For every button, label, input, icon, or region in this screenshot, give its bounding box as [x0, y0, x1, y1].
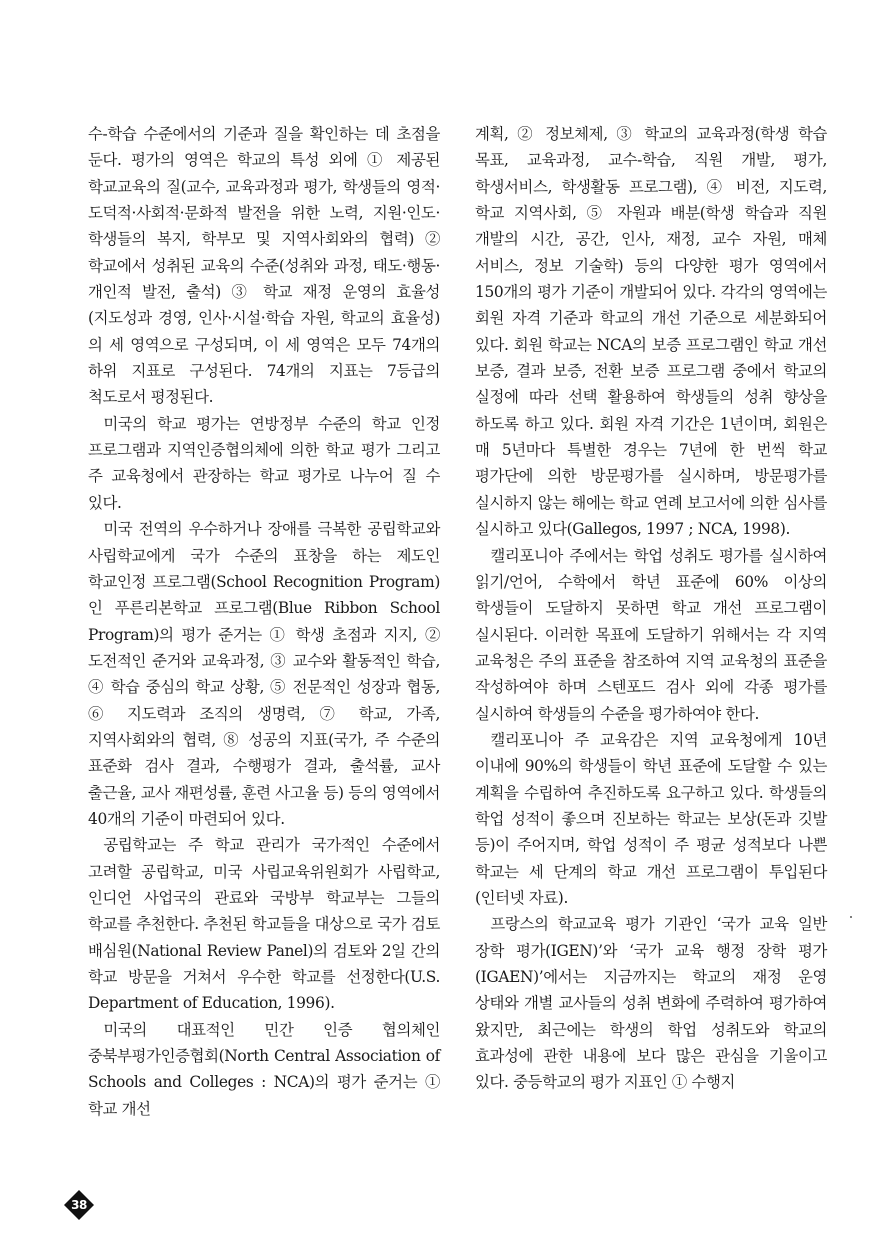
left-column: [88, 121, 440, 1122]
right-paragraph-3: 캘리포니아 주 교육감은 지역 교육청에게 10년 이내에 90%의 학생들이 학년 표준에 도달할 수 있는 계획을 수립하여 추진하도록 요구하고 있다. 학생들의 학업 성적이 좋으며 진보하는 학교는 보상(돈과 깃발 등)이 주어지며, 학업 성적이 주 평균 성적보다 나쁜 학교는 세 단계의 학교 개선 프로그램이 투입된다(인터넷 자료).: [475, 730, 827, 907]
right-column: [475, 121, 827, 1096]
left-paragraph-5: 미국의 대표적인 민간 인증 협의체인 중북부평가인증협회(North Central Association of Schools and Colleges : NCA)의 평가 준거는 ① 학교 개선: [88, 1020, 440, 1118]
right-paragraph-4: 프랑스의 학교교육 평가 기관인 ‘국가 교육 일반 장학 평가(IGEN)’와 ‘국가 교육 행정 장학 평가(IGAEN)’에서는 지금까지는 학교의 재정 운영 상태와 개별 교사들의 성취 변화에 주력하여 평가하여 왔지만, 최근에는 학생의 학업 성취도와 학교의 효과성에 관한 내용에 보다 많은 관심을 기울이고 있다. 중등학교의 평가 지표인 ① 수행지: [475, 915, 827, 1092]
scan-speck: [850, 916, 852, 918]
page-number-badge: [64, 1190, 94, 1220]
page-number: 38: [71, 1198, 87, 1212]
left-paragraph-3: 미국 전역의 우수하거나 장애를 극복한 공립학교와 사립학교에게 국가 수준의 표창을 하는 제도인 학교인정 프로그램(School Recognition Program)인 푸른리본학교 프로그램(Blue Ribbon School Program)의 평가 준거는 ① 학생 초점과 지지, ② 도전적인 준거와 교육과정, ③ 교수와 활동적인 학습, ④ 학습 중심의 학교 상황, ⑤ 전문적인 성장과 협동, ⑥ 지도력과 조직의 생명력, ⑦ 학교, 가족, 지역사회와의 협력, ⑧ 성공의 지표(국가, 주 수준의 표준화 검사 결과, 수행평가 결과, 출석률, 교사 출근율, 교사 재편성률, 훈련 사고율 등) 등의 영역에서 40개의 기준이 마련되어 있다.: [88, 520, 440, 828]
right-paragraph-2: 캘리포니아 주에서는 학업 성취도 평가를 실시하여 읽기/언어, 수학에서 학년 표준에 60% 이상의 학생들이 도달하지 못하면 학교 개선 프로그램이 실시된다. 이러한 목표에 도달하기 위해서는 각 지역 교육청은 주의 표준을 참조하여 지역 교육청의 표준을 작성하여야 하며 스텐포드 검사 외에 각종 평가를 실시하여 학생들의 수준을 평가하여야 한다.: [475, 546, 827, 723]
left-paragraph-4: 공립학교는 주 학교 관리가 국가적인 수준에서 고려할 공립학교, 미국 사립교육위원회가 사립학교, 인디언 사업국의 관료와 국방부 학교부는 그들의 학교를 추천한다. 추천된 학교들을 대상으로 국가 검토 배심원(National Review Panel)의 검토와 2일 간의 학교 방문을 거쳐서 우수한 학교를 선정한다(U.S. Department of Education, 1996).: [88, 836, 440, 1013]
left-paragraph-1: 수-학습 수준에서의 기준과 질을 확인하는 데 초점을 둔다. 평가의 영역은 학교의 특성 외에 ① 제공된 학교교육의 질(교수, 교육과정과 평가, 학생들의 영적·도덕적·사회적·문화적 발전을 위한 노력, 지원·인도·학생들의 복지, 학부모 및 지역사회와의 협력) ② 학교에서 성취된 교육의 수준(성취와 과정, 태도·행동·개인적 발전, 출석) ③ 학교 재정 운영의 효율성(지도성과 경영, 인사·시설·학습 자원, 학교의 효율성)의 세 영역으로 구성되며, 이 세 영역은 모두 74개의 하위 지표로 구성된다. 74개의 지표는 7등급의 척도로서 평정된다.: [88, 125, 440, 407]
left-paragraph-2: 미국의 학교 평가는 연방정부 수준의 학교 인정 프로그램과 지역인증협의체에 의한 학교 평가 그리고 주 교육청에서 관장하는 학교 평가로 나누어 질 수 있다.: [88, 414, 440, 512]
right-paragraph-1: 계획, ② 정보체제, ③ 학교의 교육과정(학생 학습 목표, 교육과정, 교수-학습, 직원 개발, 평가, 학생서비스, 학생활동 프로그램), ④ 비전, 지도력, 학교 지역사회, ⑤ 자원과 배분(학생 학습과 직원 개발의 시간, 공간, 인사, 재정, 교수 자원, 매체 서비스, 정보 기술학) 등의 다양한 평가 영역에서 150개의 평가 기준이 개발되어 있다. 각각의 영역에는 회원 자격 기준과 학교의 개선 기준으로 세분화되어 있다. 회원 학교는 NCA의 보증 프로그램인 학교 개선 보증, 결과 보증, 전환 보증 프로그램 중에서 학교의 실정에 따라 선택 활용하여 학생들의 성취 향상을 하도록 하고 있다. 회원 자격 기간은 1년이며, 회원은 매 5년마다 특별한 경우는 7년에 한 번씩 학교 평가단에 의한 방문평가를 실시하며, 방문평가를 실시하지 않는 해에는 학교 연례 보고서에 의한 심사를 실시하고 있다(Gallegos, 1997 ; NCA, 1998).: [475, 125, 827, 539]
